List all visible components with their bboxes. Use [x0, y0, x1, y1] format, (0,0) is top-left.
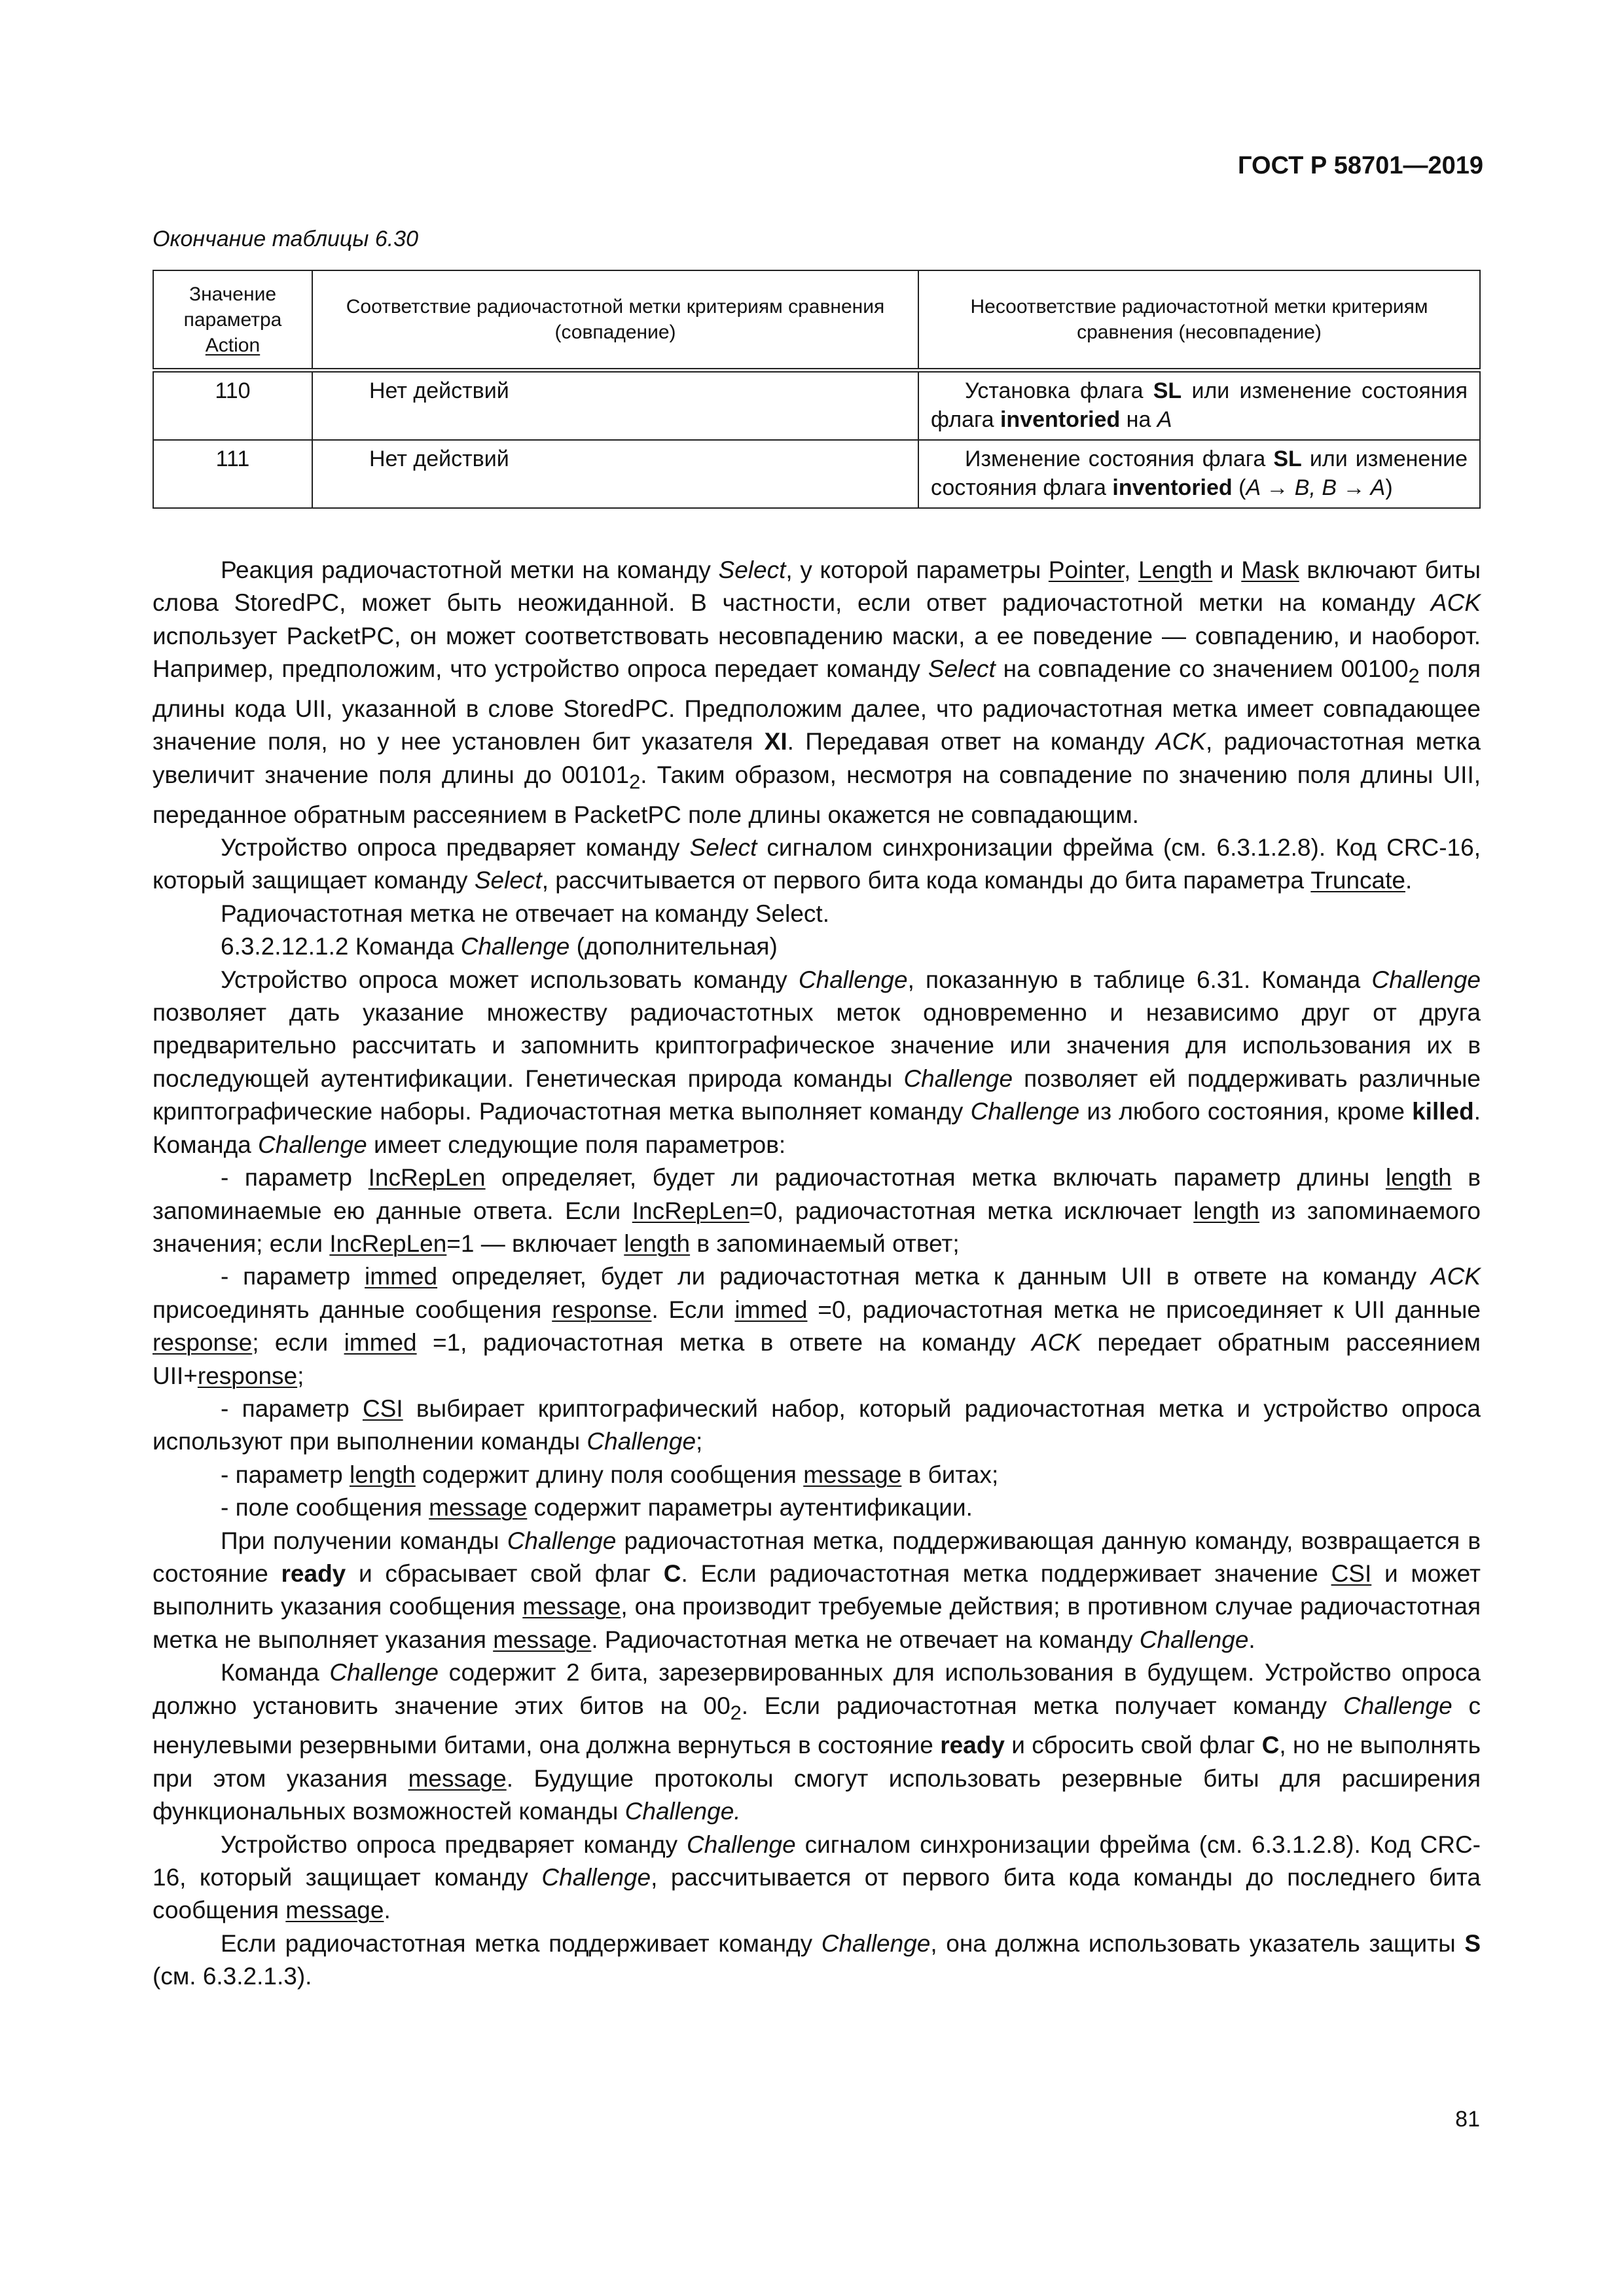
action-code: 111	[153, 440, 312, 508]
match-result: Нет действий	[312, 371, 918, 441]
header-mismatch: Несоответствие радиочастотной метки критериям сравнения (несовпадение)	[918, 270, 1480, 371]
list-item: - параметр immed определяет, будет ли радиочастотная метка к данным UII в ответе на команду ACK присоединять данные сообщения response. Если immed =0, радиочастотная метка не присоединяет к UII данные response; если immed =1, радиочастотная метка в ответе на команду ACK передает обратным рассеянием UII+response;	[153, 1263, 1481, 1389]
header-action-value: Значение параметра Action	[153, 270, 312, 371]
list-item: - параметр length содержит длину поля сообщения message в битах;	[221, 1461, 999, 1488]
paragraph-challenge-crc: Устройство опроса предваряет команду Challenge сигналом синхронизации фрейма (см. 6.3.1.2.8). Код CRC-16, который защищает команду Challenge, рассчитывается от первого бита кода команды до последнего бита сообщения message.	[153, 1831, 1481, 1924]
list-item: - поле сообщения message содержит параметры аутентификации.	[221, 1494, 973, 1522]
paragraph-challenge-intro: Устройство опроса может использовать команду Challenge, показанную в таблице 6.31. Команда Challenge позволяет дать указание множеству радиочастотных меток одновременно и независимо друг от друга предварительно рассчитать и запомнить криптографическое значение или значения для использования их в последующей аутентификации. Генетическая природа команды Challenge позволяет ей поддерживать различные криптографические наборы. Радиочастотная метка выполняет команду Challenge из любого состояния, кроме killed. Команда Challenge имеет следующие поля параметров:	[153, 966, 1481, 1158]
list-item: - параметр IncRepLen определяет, будет ли радиочастотная метка включать параметр длины length в запоминаемые ею данные ответа. Если IncRepLen=0, радиочастотная метка исключает length из запоминаемого значения; если IncRepLen=1 — включает length в запоминаемый ответ;	[153, 1164, 1481, 1257]
table-header-row	[153, 270, 1480, 371]
action-code: 110	[153, 371, 312, 441]
action-parameters-table	[153, 270, 1481, 509]
paragraph-select-reaction: Реакция радиочастотной метки на команду Select, у которой параметры Pointer, Length и Mask включают биты слова StoredPC, может быть неожиданной. В частности, если ответ радиочастотной метки на команду ACK использует PacketPC, он может соответствовать несовпадению маски, а ее поведение — совпадению, и наоборот. Например, предположим, что устройство опроса передает команду Select на совпадение со значением $00100_2$ поля длины кода UII, указанной в слове StoredPC. Предположим далее, что радиочастотная метка имеет совпадающее значение поля, но у нее установлен бит указателя XI. Передавая ответ на команду ACK, радиочастотная метка увеличит значение поля длины до $00101_2$. Таким образом, несмотря на совпадение по значению поля длины UII, переданное обратным рассеянием в PacketPC поле длины окажется не совпадающим.	[153, 556, 1481, 828]
table-row	[153, 440, 1480, 508]
header-match: Соответствие радиочастотной метки критериям сравнения (совпадение)	[312, 270, 918, 371]
match-result: Нет действий	[312, 440, 918, 508]
list-item: - параметр CSI выбирает криптографический набор, который радиочастотная метка и устройство опроса используют при выполнении команды Challenge;	[153, 1394, 1481, 1455]
table-row	[153, 371, 1480, 441]
paragraph-challenge-receive: При получении команды Challenge радиочастотная метка, поддерживающая данную команду, возвращается в состояние ready и сбрасывает свой флаг C. Если радиочастотная метка поддерживает значение CSI и может выполнить указания сообщения message, она производит требуемые действия; в противном случае радиочастотная метка не выполняет указания message. Радиочастотная метка не отвечает на команду Challenge.	[153, 1527, 1481, 1653]
action-term: Action	[205, 334, 261, 356]
paragraph-challenge-reserved: Команда Challenge содержит 2 бита, зарезервированных для использования в будущем. Устройство опроса должно установить значение этих битов на $00_2$. Если радиочастотная метка получает команду Challenge с ненулевыми резервными битами, она должна вернуться в состояние ready и сбросить свой флаг C, но не выполнять при этом указания message. Будущие протоколы смогут использовать резервные биты для расширения функциональных возможностей команды Challenge.	[153, 1659, 1481, 1825]
standard-header: ГОСТ Р 58701—2019	[1238, 152, 1483, 179]
mismatch-result: Изменение состояния флага SL или изменение состояния флага inventoried (A → B, B → A)	[918, 440, 1480, 508]
body-text	[153, 554, 1481, 1994]
paragraph-security-pointer: Если радиочастотная метка поддерживает команду Challenge, она должна использовать указатель защиты S (см. 6.3.2.1.3).	[153, 1929, 1481, 1990]
section-heading-challenge: 6.3.2.12.1.2 Команда Challenge (дополнительная)	[221, 933, 778, 960]
table-caption: Окончание таблицы 6.30	[153, 227, 418, 251]
mismatch-result: Установка флага SL или изменение состояния флага inventoried на A	[918, 371, 1480, 441]
paragraph-no-reply: Радиочастотная метка не отвечает на команду Select.	[221, 900, 829, 927]
paragraph-select-crc: Устройство опроса предваряет команду Select сигналом синхронизации фрейма (см. 6.3.1.2.8). Код CRC-16, который защищает команду Select, рассчитывается от первого бита кода команды до бита параметра Truncate.	[153, 834, 1481, 894]
page-number: 81	[1455, 2107, 1480, 2132]
